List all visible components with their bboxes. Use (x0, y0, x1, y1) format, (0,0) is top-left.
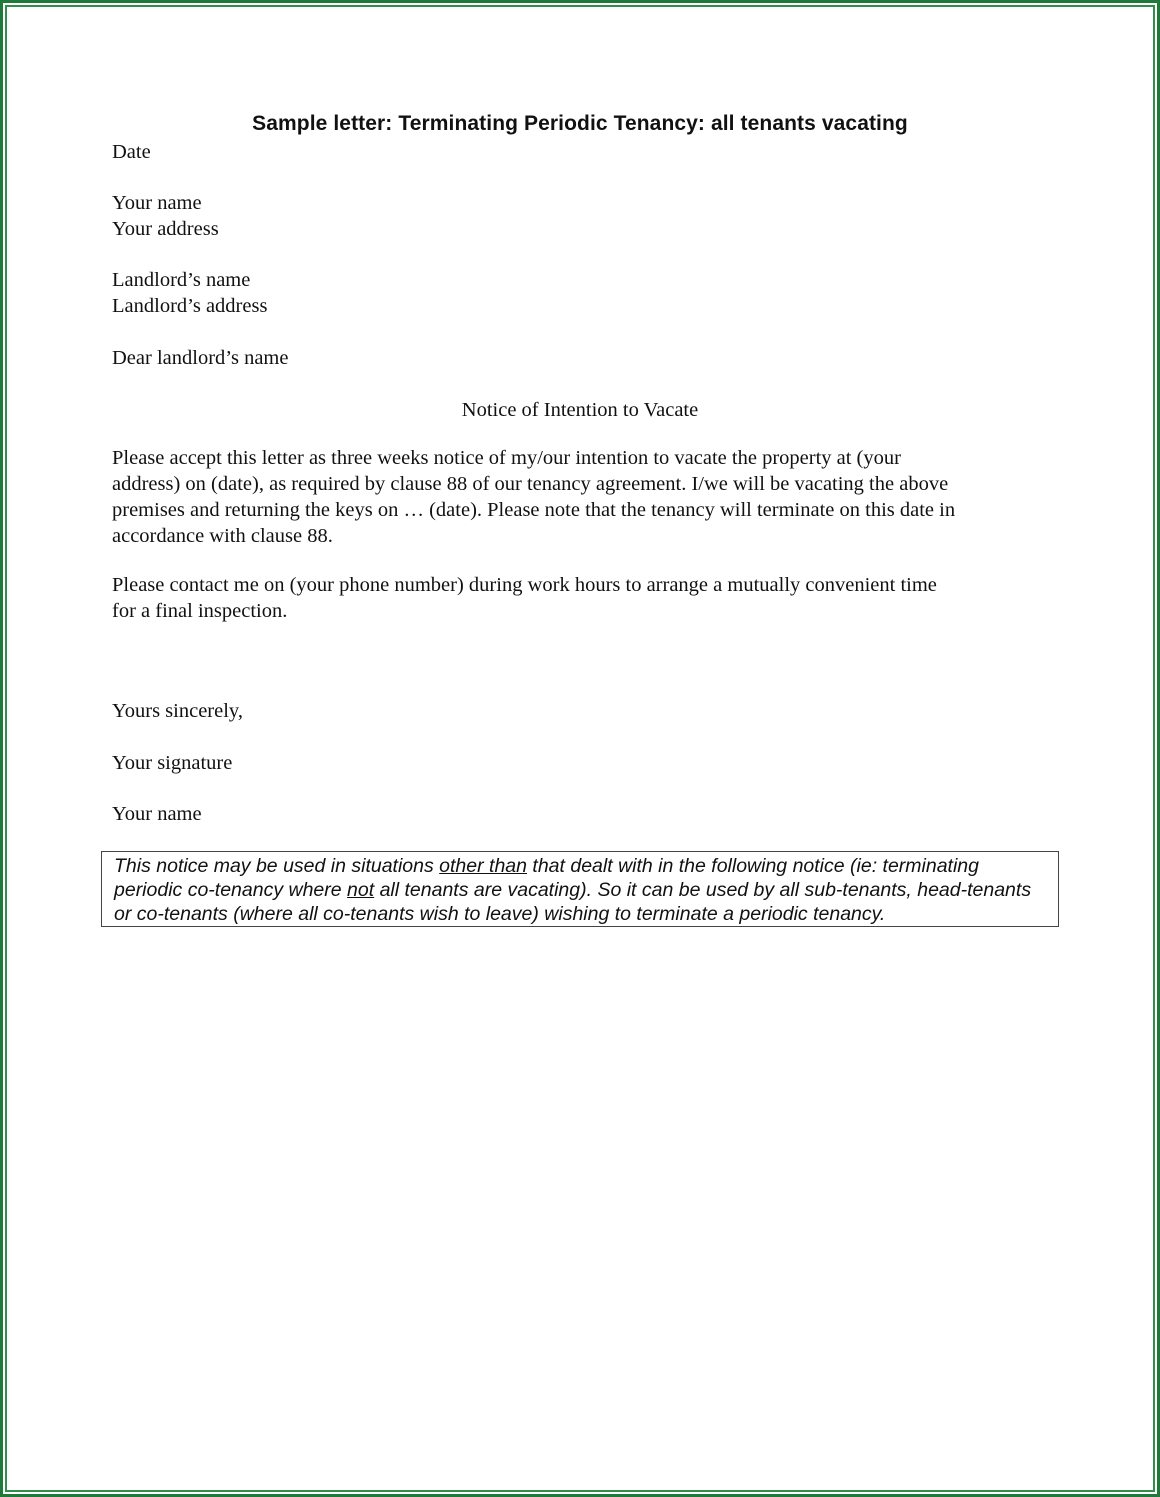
closing: Yours sincerely, (112, 700, 243, 722)
usage-note-box (101, 851, 1059, 927)
note-underline-not: not (347, 879, 375, 901)
body-paragraph-1-line-3: premises and returning the keys on … (date). Please note that the tenancy will terminate on this date in (112, 499, 956, 521)
landlord-address: Landlord’s address (112, 295, 268, 317)
sender-address: Your address (112, 218, 219, 240)
body-paragraph-2-line-2: for a final inspection. (112, 600, 288, 622)
note-text-1: This notice may be used in situations (114, 855, 440, 877)
body-paragraph-1-line-4: accordance with clause 88. (112, 525, 333, 547)
date-line: Date (112, 141, 151, 163)
body-paragraph-1-line-1: Please accept this letter as three weeks notice of my/our intention to vacate the property at (your (112, 447, 901, 469)
note-text-3: all tenants are vacating). So it can be used by all sub-tenants, head-tenants or co-tenants (where all co-tenants wish to leave) wishing to terminate a periodic tenancy. (114, 879, 1032, 925)
sender-name: Your name (112, 192, 202, 214)
signature: Your signature (112, 752, 233, 774)
body-paragraph-1-line-2: address) on (date), as required by clause 88 of our tenancy agreement. I/we will be vacating the above (112, 473, 949, 495)
letter-title: Sample letter: Terminating Periodic Tenancy: all tenants vacating (252, 112, 908, 135)
body-paragraph-2-line-1: Please contact me on (your phone number) during work hours to arrange a mutually convenient time (112, 574, 937, 596)
landlord-name: Landlord’s name (112, 269, 251, 291)
salutation: Dear landlord’s name (112, 347, 289, 369)
note-text-2: that dealt with in the following notice (ie: terminating periodic co-tenancy where (114, 855, 979, 901)
note-underline-other-than: other than (439, 855, 527, 877)
signoff-name: Your name (112, 803, 202, 825)
notice-subject: Notice of Intention to Vacate (461, 399, 699, 421)
